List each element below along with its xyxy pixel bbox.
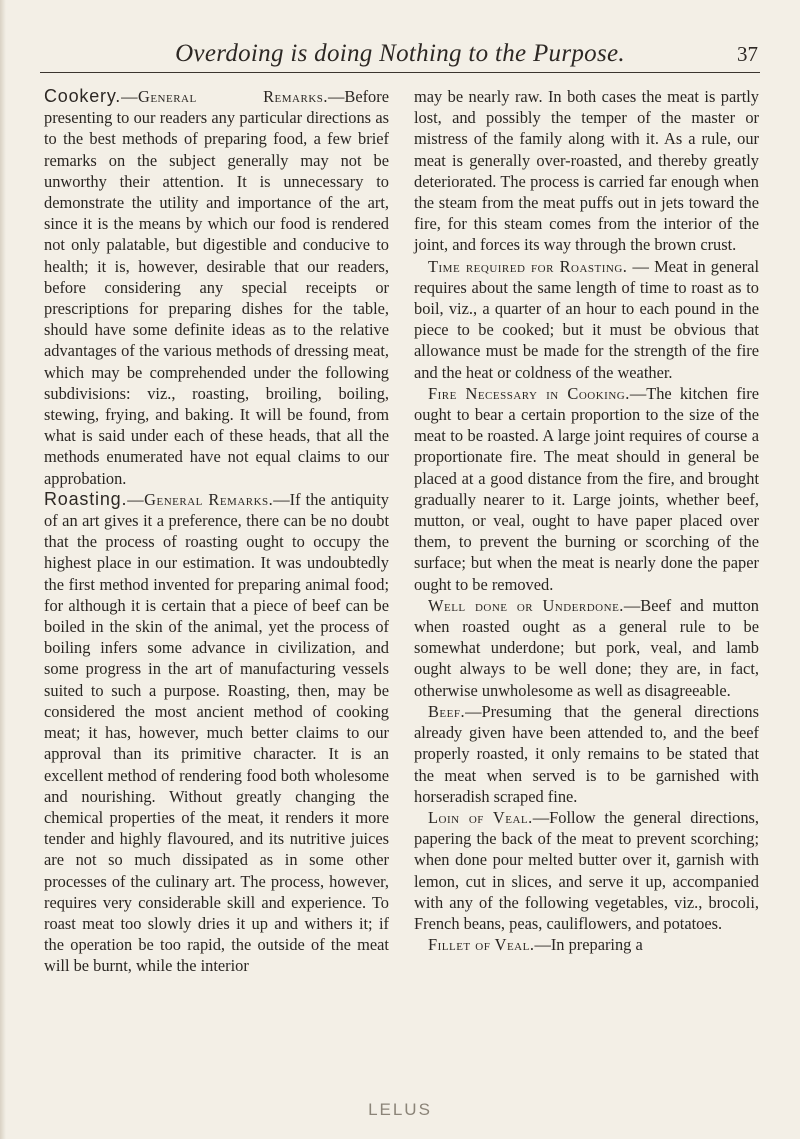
paragraph-text: —Before presenting to our readers any particular directions as to the best methods of preparing food, a few brief remarks on the subject generally may not be unworthy their attention. It is unnecessary to demonstrate the utility and importance of the art, since it is the means by which our food is rendered not only palatable, but digestible and conducive to health; it is, however, desirable that our readers, before considering any special receipts or prescriptions for preparing dishes for the table, should have some definite ideas as to the relative advantages of the various methods of dressing meat, which may be comprehended under the following subdivisions: viz., roasting, broiling, boiling, stewing, frying, and baking. It will be found, from what is said under each of these heads, that all the methods enumerated have not equal claims to our approbation. <box>44 87 389 488</box>
paragraph-text: —The kitchen fire ought to bear a certain proportion to the size of the meat to be roasted. A large joint requires of course a proportionate fire. The meat should in general be placed at a good distance from the fire, and brought gradually nearer to it. Large joints, whether beef, mutton, or veal, ought to have paper placed over them, to prevent the burning or scorching of the surface; but when the meat is nearly done the paper ought to be removed. <box>414 383 759 594</box>
paragraph-cookery <box>44 86 389 489</box>
paragraph-loin-of-veal <box>414 807 759 934</box>
heading-beef: Beef. <box>428 701 466 721</box>
right-column <box>414 86 759 1096</box>
text-columns <box>44 86 759 1096</box>
heading-fire-necessary: Fire Necessary in Cooking. <box>428 383 630 403</box>
heading-fillet-of-veal: Fillet of Veal. <box>428 935 535 955</box>
heading-roasting: Roasting. <box>44 488 128 509</box>
paragraph-text: may be nearly raw. In both cases the meat is partly lost, and possibly the temper of the master or mistress of the family along with it. As a rule, our meat is generally over-roasted, and thereby greatly deteriorated. The process is carried far enough when the steam from the meat puffs out in jets toward the fire, for this steam comes from the interior of the joint, and forces its way through the brown crust. <box>414 87 759 255</box>
paragraph-roasting <box>44 489 389 977</box>
paragraph-text: — Meat in general requires about the same length of time to roast as to boil, viz., a quarter of an hour to each pound in the piece to be cooked; but it must be obvious that allowance must be made for the strength of the fire and the heat or coldness of the weather. <box>414 256 760 382</box>
paragraph-text: —Presuming that the general directions already given have been attended to, and the beef properly roasted, it only remains to be stated that the meat when served is to be garnished with horseradish scraped fine. <box>414 701 759 806</box>
paragraph-fillet-of-veal <box>414 934 759 955</box>
paragraph-text: —If the antiquity of an art gives it a preference, there can be no doubt that the process of roasting ought to occupy the highest place in our estimation. It was undoubtedly the first method invented for preparing animal food; for although it is certain that a piece of beef can be boiled in the skin of the animal, yet the process of boiling infers some advance in civilization, and some progress in the art of manufacturing vessels suited to such a purpose. Roasting, then, may be considered the most ancient method of cooking meat; it has, however, much better claims to our approval than its primitive character. It is an excellent method of rendering food both wholesome and nourishing. Without greatly changing the chemical properties of the meat, it renders it more tender and highly flavoured, and its nutritive juices are not so much dissipated as in some other processes of the culinary art. The process, however, requires very considerable skill and experience. To roast meat too slowly dries it up and withers it; if the operation be too rapid, the outside of the meat will be burnt, while the interior <box>44 489 389 976</box>
page-binding-shadow <box>0 0 6 1139</box>
page-number: 37 <box>737 42 758 66</box>
paragraph-fire-necessary <box>414 383 759 595</box>
paragraph-text: —In preparing a <box>534 935 643 955</box>
running-title: Overdoing is doing Nothing to the Purpose. <box>175 40 625 67</box>
left-column <box>44 86 389 1096</box>
footer-mark: LELUS <box>368 1100 432 1119</box>
paragraph-time-required <box>414 256 759 383</box>
paragraph-text: —Beef and mutton when roasted ought as a general rule to be somewhat underdone; but pork, veal, and lamb ought always to be well done; they are, in fact, otherwise unwholesome as well as disagreeable. <box>414 595 759 700</box>
paragraph-well-done <box>414 595 759 701</box>
heading-loin-of-veal: Loin of Veal. <box>428 807 533 827</box>
subheading-general-remarks: —General Remarks. <box>121 87 328 106</box>
subheading-general-remarks: —General Remarks. <box>127 489 274 509</box>
heading-cookery: Cookery. <box>44 86 122 106</box>
paragraph-continued <box>414 86 759 256</box>
paragraph-beef <box>414 701 759 807</box>
heading-well-done: Well done or Underdone. <box>428 595 624 615</box>
paragraph-text: —Follow the general directions, papering the back of the meat to prevent scorching; when done pour melted butter over it, garnish with lemon, cut in slices, and serve it up, accompanied with any of the following vegetables, viz., brocoli, French beans, peas, cauliflowers, and potatoes. <box>414 807 760 933</box>
heading-time-required: Time required for Roasting. <box>428 256 628 276</box>
running-head <box>40 38 760 73</box>
